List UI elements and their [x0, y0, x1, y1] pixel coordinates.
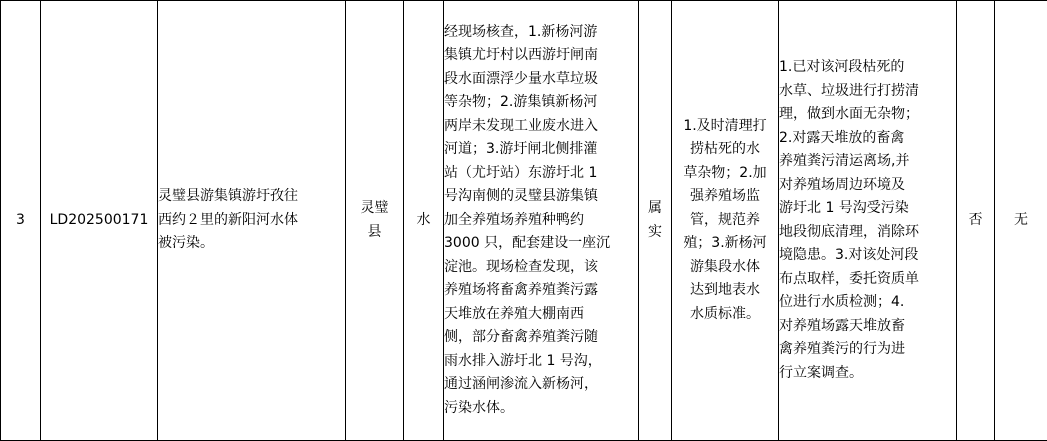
- investigation-text: 经现场核查，1.新杨河游 集镇尤圩村以西游圩闸南 段水面漂浮少量水草垃圾 等杂物；2.游集镇新杨河 两岸未发现工业废水进入 河道；3.游圩闸北侧排灌 站（尤圩站）东游圩北 1 号沟南侧的灵璧县游集镇 加全养殖场养殖种鸭约 3000 只，配套建设一座沉 淀池。现场检查发现，该 养殖场将畜禽养殖粪污露 天堆放在养殖大棚南西 侧，部分畜禽养殖粪污随 雨水排入游圩北 1 号沟， 通过涵闸渗流入新杨河， 污染水体。: [444, 23, 611, 416]
- row-index-text: 3: [16, 211, 25, 228]
- verdict-text: 属 实: [648, 200, 662, 240]
- measures-cell: [779, 1, 957, 441]
- investigation-cell: [444, 1, 639, 441]
- goal-text: 1.及时清理打 捞枯死的水 草杂物；2.加 强养殖场监 管，规范养 殖；3.新杨河 游集段水体 达到地表水 水质标准。: [683, 117, 767, 322]
- remarks-text: 无: [1014, 211, 1028, 228]
- accountability-cell: [957, 1, 995, 441]
- verdict-cell: [639, 1, 672, 441]
- table-row: [1, 1, 1047, 441]
- category-text: 水: [416, 211, 431, 228]
- category-cell: [404, 1, 444, 441]
- accountability-text: 否: [968, 211, 983, 228]
- county-text: 灵璧 县: [360, 200, 389, 240]
- complaint-text: 灵璧县游集镇游圩孜往 西约２里的新阳河水体 被污染。: [158, 188, 298, 252]
- goal-cell: [672, 1, 779, 441]
- case-id-cell: [41, 1, 158, 441]
- remarks-cell: [995, 1, 1047, 441]
- row-index: [1, 1, 41, 441]
- measures-text: 1.已对该河段枯死的 水草、垃圾进行打捞清 理，做到水面无杂物； 2.对露天堆放的畜禽 养殖粪污清运离场,并 对养殖场周边环境及 游圩北 1 号沟受污染 地段彻底清理，消除环 境隐患。3.对该处河段 布点取样，委托资质单 位进行水质检测；4. 对养殖场露天堆放畜 禽养殖粪污的行为进 行立案调查。: [779, 59, 919, 381]
- complaint-cell: [158, 1, 346, 441]
- county-cell: [346, 1, 404, 441]
- case-id-text: LD202500171: [49, 211, 149, 228]
